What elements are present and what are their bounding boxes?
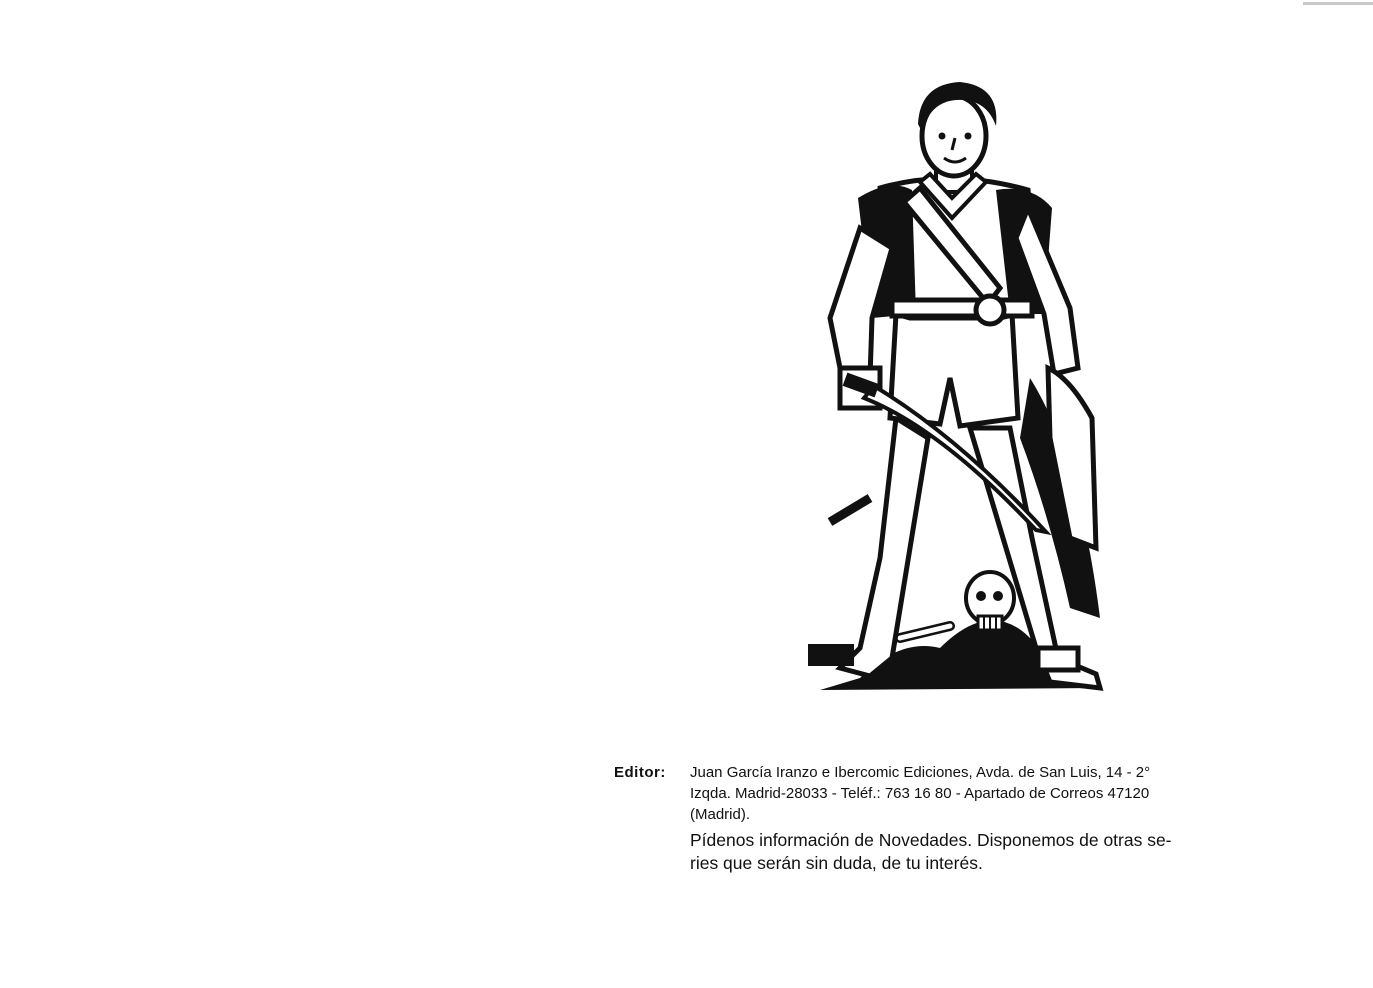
right-eye bbox=[965, 133, 972, 140]
editor-line: Juan García Iranzo e Ibercomic Ediciones, Avda. de San Luis, 14 - 2° bbox=[690, 764, 1151, 781]
page-edge-mark bbox=[1303, 2, 1373, 5]
info-line: ries que serán sin duda, de tu interés. bbox=[690, 853, 983, 873]
editor-line: Izqda. Madrid-28033 - Teléf.: 763 16 80 - Apartado de Correos 47120 bbox=[690, 785, 1150, 802]
editor-line: (Madrid). bbox=[690, 806, 751, 823]
publisher-colophon bbox=[614, 762, 1304, 875]
skull-icon bbox=[966, 572, 1014, 630]
left-eye bbox=[939, 133, 946, 140]
scabbard bbox=[830, 498, 870, 522]
belt bbox=[892, 300, 1032, 316]
left-boot-buckle bbox=[808, 644, 854, 666]
info-line: Pídenos información de Novedades. Disponemos de otras se- bbox=[690, 830, 1172, 850]
pirate-boy-drawing bbox=[800, 78, 1112, 692]
editor-block bbox=[614, 762, 1304, 825]
pirate-boy-illustration bbox=[800, 78, 1112, 692]
bone-icon bbox=[900, 626, 950, 638]
novelties-info bbox=[690, 829, 1296, 875]
editor-address bbox=[690, 762, 1296, 825]
right-boot-buckle bbox=[1038, 648, 1078, 670]
editor-label: Editor: bbox=[614, 764, 666, 781]
belt-buckle bbox=[976, 296, 1004, 324]
